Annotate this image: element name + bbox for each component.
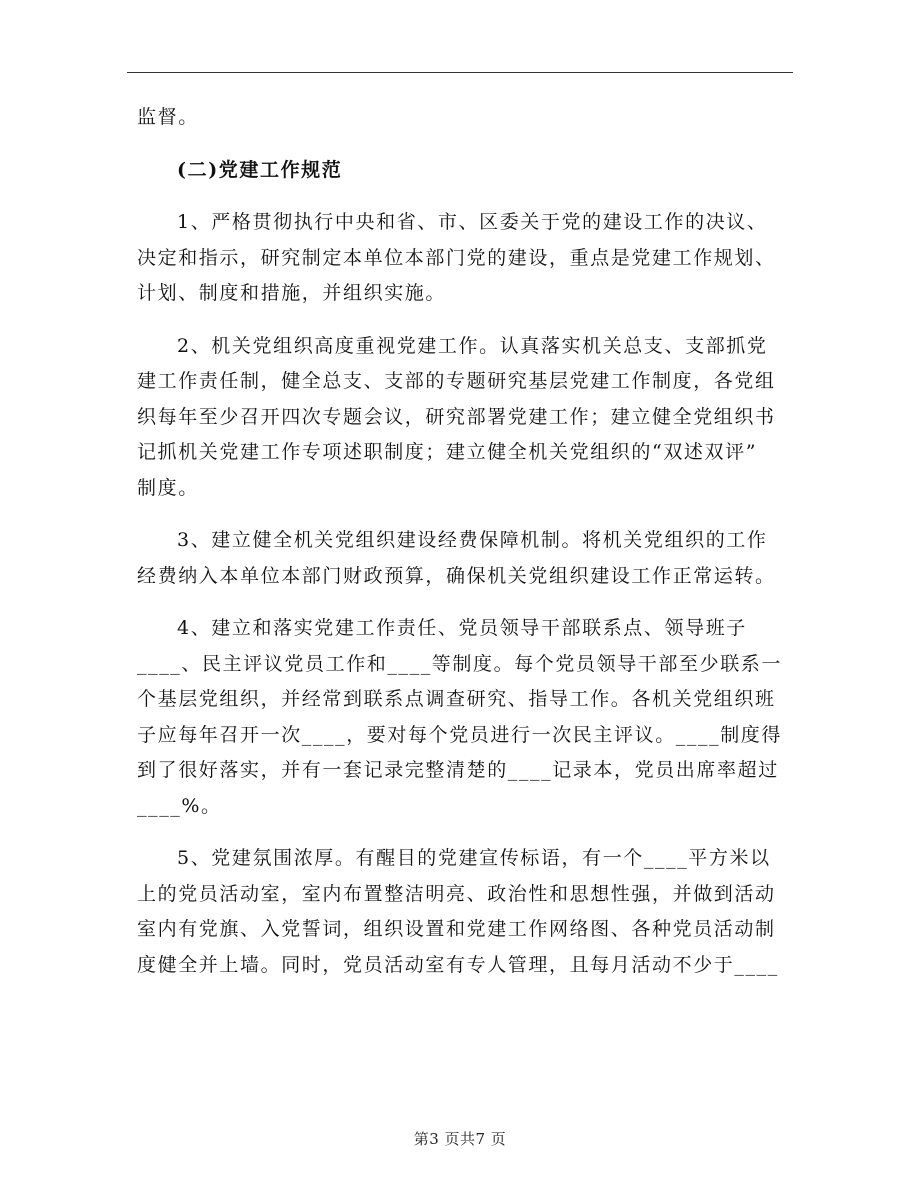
text-line: 上的党员活动室，室内布置整洁明亮、政治性和思想性强，并做到活动 <box>137 882 776 905</box>
text-line: 计划、制度和措施，并组织实施。 <box>137 282 447 304</box>
text-line: 经费纳入本单位本部门财政预算，确保机关党组织建设工作正常运转。 <box>137 564 776 587</box>
text-line: 子应每年召开一次____，要对每个党员进行一次民主评议。____制度得 <box>137 723 783 746</box>
text-line: 室内有党旗、入党誓词，组织设置和党建工作网络图、各种党员活动制 <box>137 918 776 940</box>
text-line: ____、民主评议党员工作和____等制度。每个党员领导干部至少联系一 <box>137 652 783 675</box>
text-line: 记抓机关党建工作专项述职制度；建立健全机关党组织的“双述双评” <box>137 441 758 463</box>
page-footer: 第3 页共7 页 <box>413 1130 507 1148</box>
text-line: 5、党建氛围浓厚。有醒目的党建宣传标语，有一个____平方米以 <box>177 847 771 869</box>
document-body <box>137 100 797 983</box>
text-line: 制度。 <box>137 476 199 499</box>
paragraph-gap <box>137 594 797 611</box>
paragraph-gap <box>137 188 797 205</box>
text-line: ____%。 <box>137 794 222 817</box>
paragraph-gap <box>137 506 797 523</box>
text-line: 4、建立和落实党建工作责任、党员领导干部联系点、领导班子 <box>177 617 747 639</box>
paragraph-gap <box>137 824 797 841</box>
text-line: 个基层党组织，并经常到联系点调查研究、指导工作。各机关党组织班 <box>137 688 776 710</box>
paragraph-gap <box>137 136 797 153</box>
text-line: 度健全并上墙。同时，党员活动室有专人管理，且每月活动不少于____ <box>137 953 779 976</box>
paragraph-gap <box>137 312 797 329</box>
section-heading: (二)党建工作规范 <box>177 158 343 181</box>
text-line: 决定和指示，研究制定本单位本部门党的建设，重点是党建工作规划、 <box>137 246 776 269</box>
text-line: 监督。 <box>137 106 199 128</box>
text-line: 建工作责任制，健全总支、支部的专题研究基层党建工作制度，各党组 <box>137 370 776 392</box>
text-line: 3、建立健全机关党组织建设经费保障机制。将机关党组织的工作 <box>177 529 768 551</box>
header-rule <box>127 72 793 73</box>
text-line: 1、严格贯彻执行中央和省、市、区委关于党的建设工作的决议、 <box>177 211 768 233</box>
text-line: 到了很好落实，并有一套记录完整清楚的____记录本，党员出席率超过 <box>137 759 779 781</box>
text-line: 织每年至少召开四次专题会议，研究部署党建工作；建立健全党组织书 <box>137 405 776 428</box>
text-line: 2、机关党组织高度重视党建工作。认真落实机关总支、支部抓党 <box>177 334 768 357</box>
